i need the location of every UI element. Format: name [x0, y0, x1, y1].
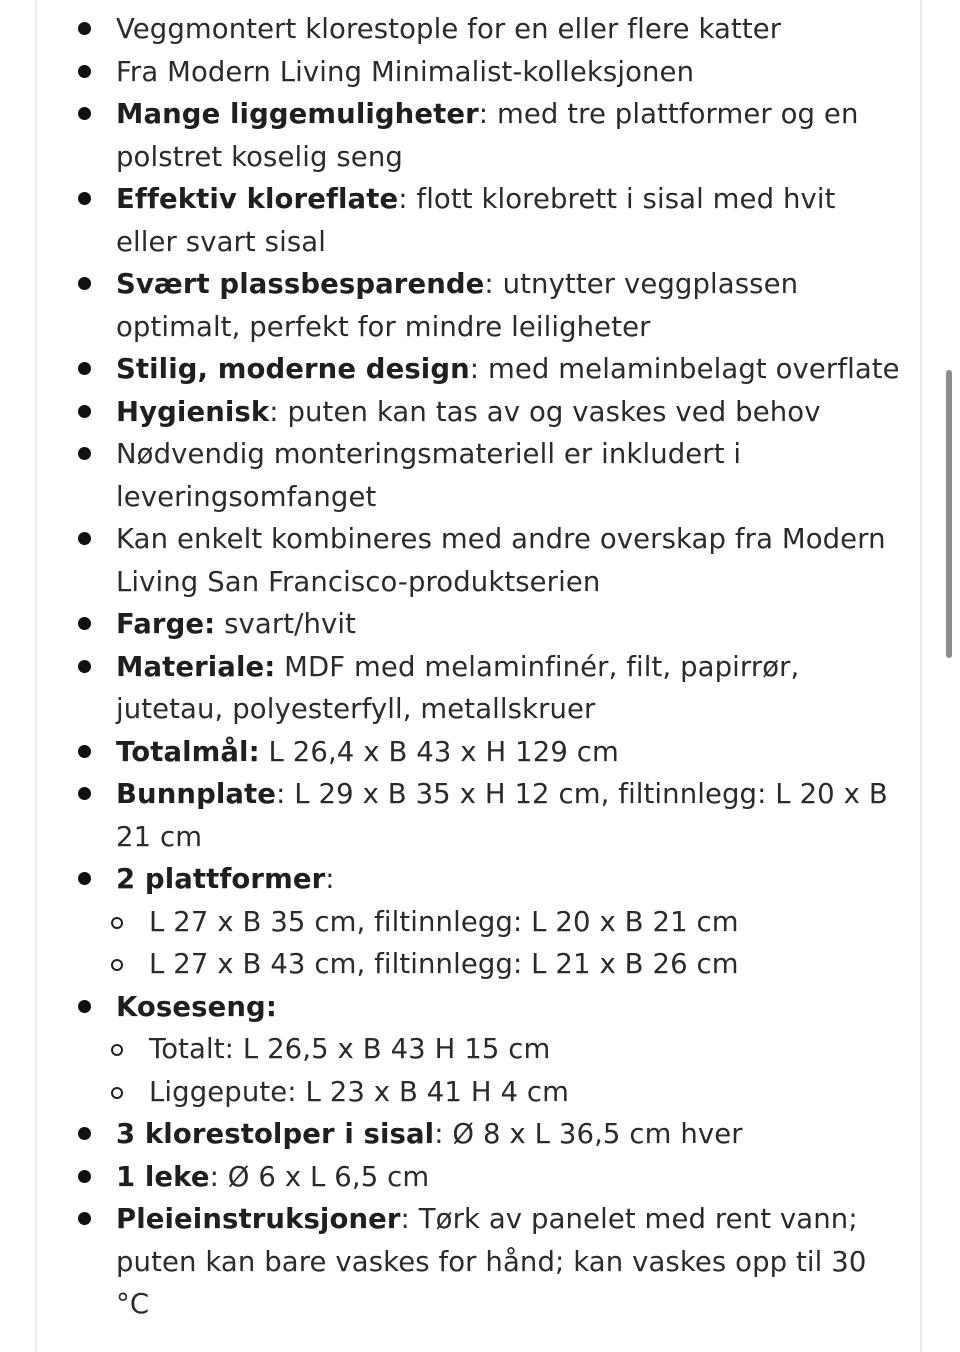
spec-text: : med tre plattformer og en polstret koselig seng — [116, 98, 859, 173]
spec-item-platforms — [0, 858, 900, 986]
spec-label: Hygienisk — [116, 395, 270, 428]
right-border — [920, 0, 922, 1352]
platforms-sublist — [116, 901, 900, 986]
spec-label: Materiale: — [116, 650, 276, 683]
spec-label: 2 plattformer — [116, 863, 326, 895]
spec-item-design — [0, 348, 900, 391]
sub-list-item: Liggepute: L 23 x B 41 H 4 cm — [116, 1071, 900, 1114]
spec-item-material — [0, 646, 900, 731]
spec-item-care — [0, 1198, 900, 1326]
spec-text: : med melaminbelagt overflate — [469, 353, 900, 385]
spec-text: Veggmontert klorestople for en eller flere katter — [116, 13, 782, 45]
spec-text: Nødvendig monteringsmateriell er inkludert i leveringsomfanget — [116, 438, 742, 513]
spec-text: : Ø 8 x L 36,5 cm hver — [434, 1118, 743, 1150]
spec-text: : utnytter veggplassen optimalt, perfekt for mindre leiligheter — [116, 268, 799, 343]
spec-item-mounting-material — [0, 433, 900, 518]
spec-item-scratch-posts — [0, 1113, 900, 1156]
spec-item-lying-options — [0, 93, 900, 178]
spec-text: L 26,4 x B 43 x H 129 cm — [259, 735, 619, 768]
spec-item-wall-mounted — [0, 8, 900, 51]
sub-list-item: L 27 x B 35 cm, filtinnlegg: L 20 x B 21 cm — [116, 901, 900, 944]
spec-item-color — [0, 603, 900, 646]
spec-item-collection — [0, 51, 900, 94]
spec-label: 1 leke — [116, 1160, 210, 1193]
spec-label: Mange liggemuligheter — [116, 98, 479, 130]
spec-label: Effektiv kloreflate — [116, 183, 399, 215]
spec-label: Stilig, moderne design — [116, 353, 470, 385]
spec-item-total-dimensions — [0, 731, 900, 774]
spec-label: Koseseng: — [116, 990, 277, 1023]
spec-text: : Tørk av panelet med rent vann; puten kan bare vaskes for hånd; kan vaskes opp til 30 °C — [116, 1203, 867, 1320]
spec-list — [0, 8, 900, 1326]
cozy-bed-sublist — [116, 1028, 900, 1113]
spec-label: 3 klorestolper i sisal — [116, 1118, 435, 1150]
scrollbar-thumb[interactable] — [946, 370, 952, 658]
spec-item-combine — [0, 518, 900, 603]
spec-text: : — [325, 863, 335, 895]
spec-item-cozy-bed — [0, 986, 900, 1114]
spec-item-toy — [0, 1156, 900, 1199]
spec-item-hygienic — [0, 391, 900, 434]
spec-text: : L 29 x B 35 x H 12 cm, filtinnlegg: L 20 x B 21 cm — [116, 778, 888, 853]
spec-label: Pleieinstruksjoner — [116, 1203, 401, 1235]
spec-text: MDF med melaminfinér, filt, papirrør, jutetau, polyesterfyll, metallskruer — [116, 650, 800, 725]
spec-item-scratch-surface — [0, 178, 900, 263]
spec-item-space-saving — [0, 263, 900, 348]
spec-text: : Ø 6 x L 6,5 cm — [209, 1160, 430, 1193]
spec-item-base-plate — [0, 773, 900, 858]
sub-list-item: Totalt: L 26,5 x B 43 H 15 cm — [116, 1028, 900, 1071]
spec-label: Bunnplate — [116, 778, 277, 810]
spec-text: svart/hvit — [215, 608, 357, 640]
spec-label: Svært plassbesparende — [116, 268, 485, 300]
spec-text: Kan enkelt kombineres med andre overskap fra Modern Living San Francisco-produktserien — [116, 523, 886, 598]
spec-label: Totalmål: — [116, 735, 260, 768]
spec-label: Farge: — [116, 608, 216, 640]
spec-text: Fra Modern Living Minimalist-kolleksjonen — [116, 55, 695, 88]
spec-text: : puten kan tas av og vaskes ved behov — [269, 395, 821, 428]
content-area — [0, 8, 900, 1326]
sub-list-item: L 27 x B 43 cm, filtinnlegg: L 21 x B 26 cm — [116, 943, 900, 986]
spec-text: : flott klorebrett i sisal med hvit eller svart sisal — [116, 183, 836, 258]
